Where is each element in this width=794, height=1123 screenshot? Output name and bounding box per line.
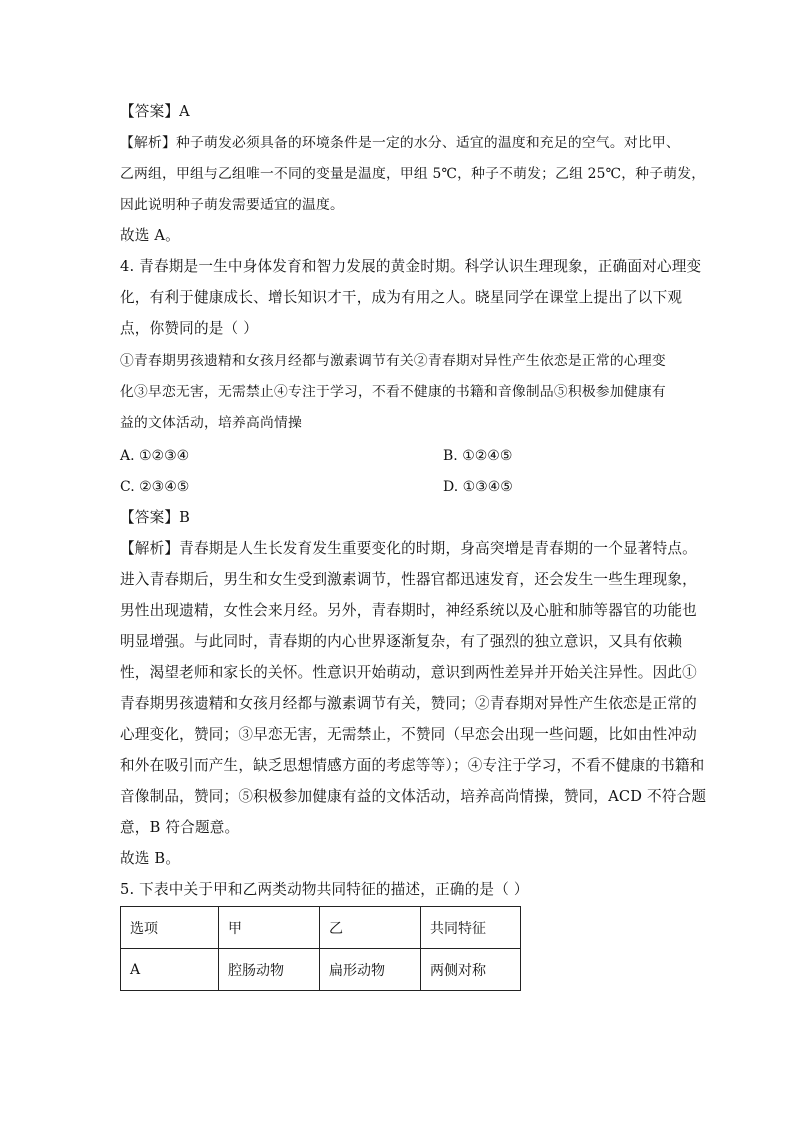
q4-statement-line-1: ①青春期男孩遗精和女孩月经都与激素调节有关②青春期对异性产生依恋是正常的心理变 (120, 353, 666, 369)
q4-analysis-line-2: 进入青春期后，男生和女生受到激素调节，性器官都迅速发育，还会发生一些生理现象， (120, 571, 697, 588)
q4-statement-line-3: 益的文体活动，培养高尚情操 (120, 415, 302, 431)
q4-analysis-line-8: 和外在吸引而产生，缺乏思想情感方面的考虑等等）；④专注于学习，不看不健康的书籍和 (120, 757, 705, 774)
q4-analysis-line-4: 明显增强。与此同时，青春期的内心世界逐渐复杂，有了强烈的独立意识，又具有依赖 (120, 633, 683, 650)
q4-statement-line-2: 化③早恋无害，无需禁止④专注于学习，不看不健康的书籍和音像制品⑤积极参加健康有 (120, 384, 666, 400)
q4-option-c: C. ②③④⑤ (120, 479, 190, 495)
q4-analysis-line-10: 意，B 符合题意。 (120, 819, 240, 836)
q4-stem-line-1: 4. 青春期是一生中身体发育和智力发展的黄金时期。科学认识生理现象，正确面对心理变 (120, 258, 702, 275)
q4-answer: 【答案】B (120, 509, 191, 526)
q5-cell-option: A (121, 949, 219, 991)
q3-analysis-line-3: 因此说明种子萌发需要适宜的温度。 (120, 197, 344, 213)
q4-conclusion: 故选 B。 (120, 850, 181, 867)
q5-table (120, 906, 521, 991)
q4-stem-line-3: 点，你赞同的是（ ） (120, 320, 258, 337)
q4-analysis-line-5: 性，渴望老师和家长的关怀。性意识开始萌动，意识到两性差异并开始关注异性。因此① (120, 664, 697, 681)
q4-option-a: A. ①②③④ (120, 448, 190, 464)
q5-table-header-row (121, 907, 521, 949)
q5-cell-yi: 扁形动物 (320, 949, 421, 991)
table-row (121, 949, 521, 991)
q5-header-jia: 甲 (219, 907, 320, 949)
q4-analysis-line-7: 心理变化，赞同；③早恋无害，无需禁止，不赞同（早恋会出现一些问题，比如由性冲动 (120, 726, 697, 743)
q3-analysis-line-1: 【解析】种子萌发必须具备的环境条件是一定的水分、适宜的温度和充足的空气。对比甲、 (120, 135, 680, 151)
q3-analysis-line-2: 乙两组，甲组与乙组唯一不同的变量是温度，甲组 5℃，种子不萌发；乙组 25℃，种子萌发， (120, 166, 706, 182)
q4-option-b: B. ①②④⑤ (443, 448, 513, 464)
q5-stem: 5. 下表中关于甲和乙两类动物共同特征的描述，正确的是（ ） (120, 881, 529, 898)
q4-analysis-line-9: 音像制品，赞同；⑤积极参加健康有益的文体活动，培养高尚情操，赞同，ACD 不符合题 (120, 788, 707, 805)
q5-cell-common-feature: 两侧对称 (421, 949, 521, 991)
q4-analysis-line-6: 青春期男孩遗精和女孩月经都与激素调节有关，赞同；②青春期对异性产生依恋是正常的 (120, 695, 697, 712)
q5-header-common-feature: 共同特征 (421, 907, 521, 949)
q3-conclusion: 故选 A。 (120, 227, 180, 244)
q4-stem-line-2: 化，有利于健康成长、增长知识才干，成为有用之人。晓星同学在课堂上提出了以下观 (120, 289, 683, 306)
q4-option-d: D. ①③④⑤ (443, 479, 513, 495)
q5-cell-jia: 腔肠动物 (219, 949, 320, 991)
q4-analysis-line-3: 男性出现遗精，女性会来月经。另外，青春期时，神经系统以及心脏和肺等器官的功能也 (120, 602, 697, 619)
q5-header-yi: 乙 (320, 907, 421, 949)
q5-header-option: 选项 (121, 907, 219, 949)
q4-analysis-line-1: 【解析】青春期是人生长发育发生重要变化的时期，身高突增是青春期的一个显著特点。 (120, 540, 697, 557)
q3-answer: 【答案】A (120, 103, 190, 120)
